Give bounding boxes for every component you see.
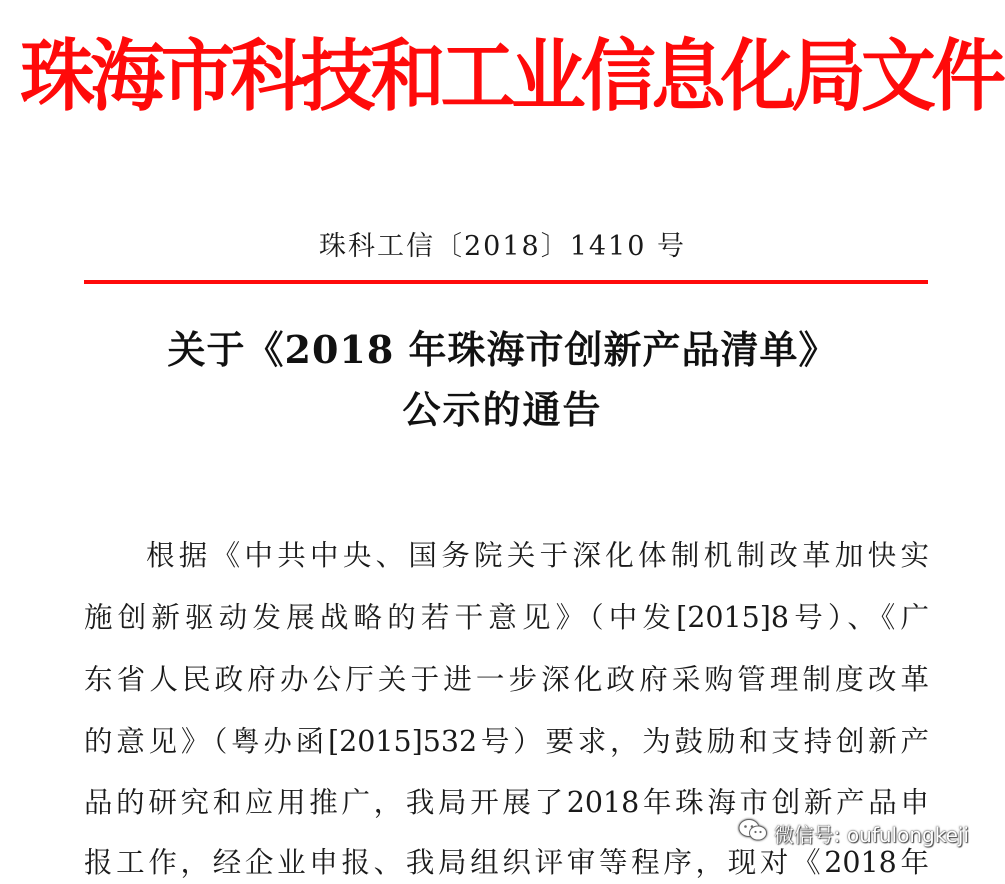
watermark-text: 微信号: oufulongkeji [773, 823, 969, 847]
body-line-3: 东省人民政府办公厅关于进一步深化政府采购管理制度改革 [84, 663, 929, 696]
body-line-6: 报工作，经企业申报、我局组织评审等程序，现对《2018年 [84, 846, 929, 879]
notice-title-line-2: 公示的通告 [402, 387, 603, 432]
issuing-authority-header: 珠海市科技和工业信息化局文件 [20, 32, 1002, 122]
wechat-watermark [734, 818, 973, 852]
body-line-4: 的意见》（粤办函[2015]532号）要求，为鼓励和支持创新产 [84, 725, 929, 758]
body-line-2: 施创新驱动发展战略的若干意见》（中发[2015]8号）、《广 [84, 601, 929, 634]
document-number: 珠科工信〔2018〕1410 号 [318, 231, 686, 262]
red-separator-line [84, 280, 928, 284]
body-line-1: 根据《中共中央、国务院关于深化体制机制改革加快实 [146, 539, 929, 572]
body-line-5: 品的研究和应用推广，我局开展了2018年珠海市创新产品申 [84, 786, 929, 819]
wechat-icon [738, 818, 768, 852]
notice-title-line-1: 关于《2018 年珠海市创新产品清单》 [167, 327, 838, 372]
